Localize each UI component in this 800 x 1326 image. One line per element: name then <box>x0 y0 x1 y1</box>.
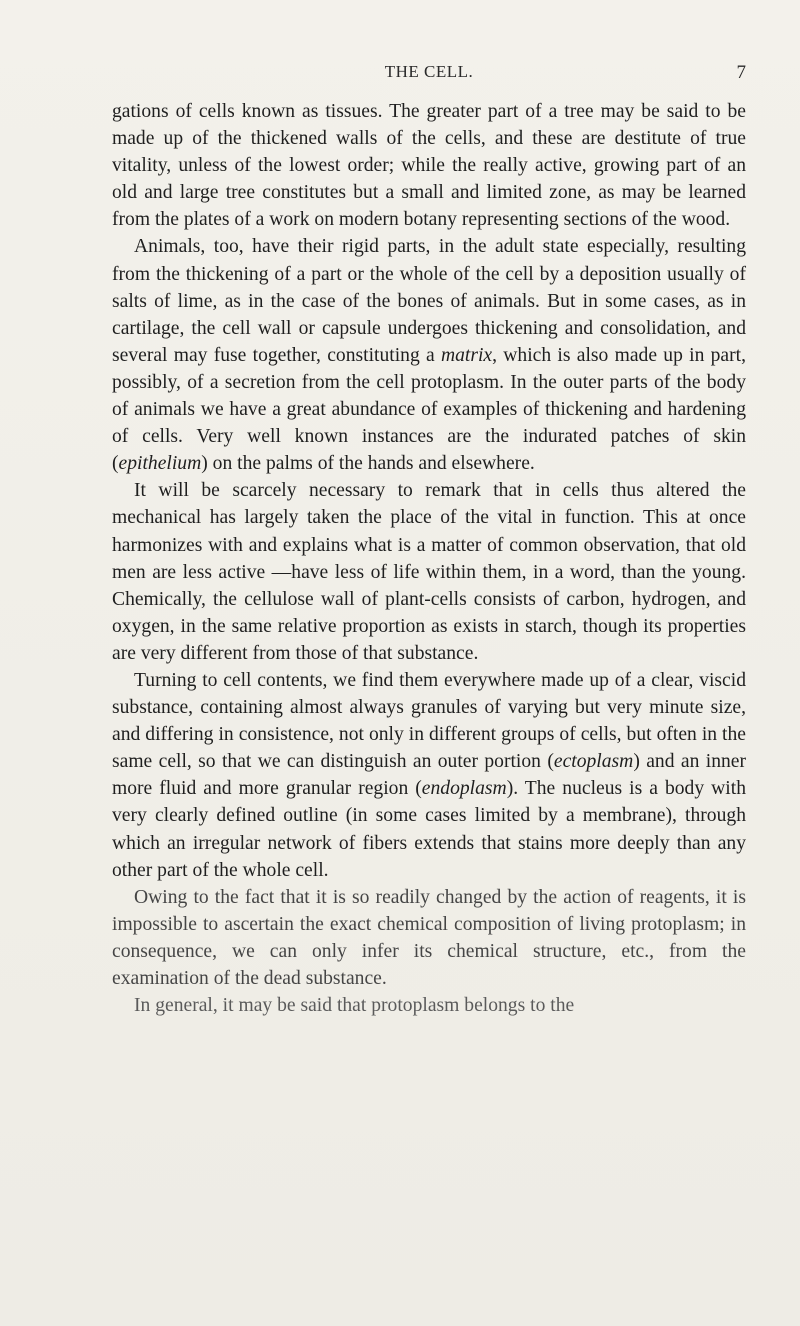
paragraph-5-text: Owing to the fact that it is so readily changed by the action of reagents, it is impossible to ascertain the exact chemical composition of living protoplasm; in consequence, we can only infer its chemical structure, etc., from the examination of the dead substance. <box>112 886 746 989</box>
paragraph-4-text-c: ). The nucleus is a body with very clearly defined outline (in some cases limited by a membrane), through which an irregular network of fibers extends that stains more deeply than any other part of the whole cell. <box>112 778 746 881</box>
paragraph-2-text-b: , which is also made up in part, possibly, of a secretion from the cell protoplasm. In the outer parts of the body of animals we have a great abundance of examples of thickening and hardening of cells. Very well known instances are the indurated patches of skin ( <box>112 344 746 475</box>
paragraph-1-text: gations of cells known as tissues. The greater part of a tree may be said to be made up of the thickened walls of the cells, and these are destitute of true vitality, unless of the lowest order; while the really active, growing part of an old and large tree constitutes but a small and limited zone, as may be learned from the plates of a work on modern botany representing sections of the wood. <box>112 101 746 231</box>
paragraph-2 <box>112 233 746 477</box>
paragraph-2-text-c: ) on the palms of the hands and elsewhere. <box>201 453 535 475</box>
paragraph-4 <box>112 667 746 884</box>
term-ectoplasm: ectoplasm <box>553 751 634 773</box>
term-matrix: matrix <box>440 344 493 366</box>
paragraph-6-text: In general, it may be said that protoplasm belongs to the <box>134 995 575 1017</box>
page-number: 7 <box>736 62 746 83</box>
paragraph-3 <box>112 477 746 667</box>
paragraph-4-text-b: ) and an inner more fluid and more granular region ( <box>112 751 747 800</box>
body-text <box>112 98 746 1019</box>
paragraph-5 <box>112 884 746 992</box>
term-epithelium: epithelium <box>118 453 202 475</box>
running-head: THE CELL. <box>384 62 474 81</box>
paragraph-3-text: It will be scarcely necessary to remark that in cells thus altered the mechanical has largely taken the place of the vital in function. This at once harmonizes with and explains what is a matter of common observation, that old men are less active —have less of life within them, in a word, than the young. Chemically, the cellulose wall of plant-cells consists of carbon, hydrogen, and oxygen, in the same relative proportion as exists in starch, though its properties are very different from those of that substance. <box>112 480 746 664</box>
paragraph-1 <box>112 98 746 233</box>
paragraph-2-text-a: Animals, too, have their rigid parts, in the adult state especially, resulting from the thickening of a part or the whole of the cell by a deposition usually of salts of lime, as in the case of the bones of animals. But in some cases, as in cartilage, the cell wall or capsule undergoes thickening and consolidation, and several may fuse together, constituting a <box>112 236 746 366</box>
paragraph-4-text-a: Turning to cell contents, we find them everywhere made up of a clear, viscid substance, containing almost always granules of varying but very minute size, and differing in consistence, not only in different groups of cells, but often in the same cell, so that we can distinguish an outer portion ( <box>112 669 746 773</box>
paragraph-6 <box>112 992 746 1019</box>
page-header <box>112 62 746 86</box>
term-endoplasm: endoplasm <box>421 778 507 800</box>
